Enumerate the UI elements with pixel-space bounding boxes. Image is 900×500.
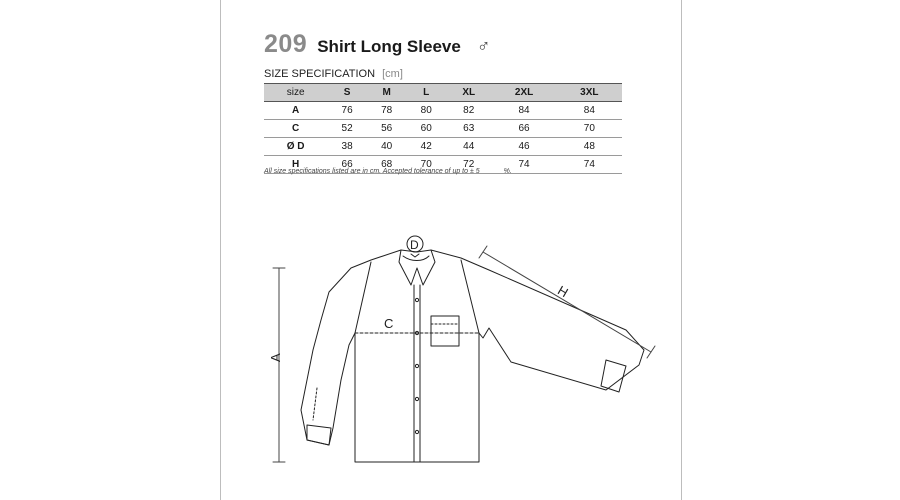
shirt-body-outline: [301, 250, 644, 462]
row-label: A: [264, 102, 327, 120]
table-cell: 74: [491, 156, 556, 174]
spec-unit: [cm]: [382, 68, 403, 80]
table-cell: 40: [367, 138, 407, 156]
right-cuff: [601, 360, 626, 392]
button: [415, 430, 418, 433]
size-column-header: S: [327, 84, 367, 102]
left-cuff: [307, 425, 331, 445]
size-column-header: XL: [446, 84, 491, 102]
dimension-d-label: D: [410, 238, 419, 252]
table-cell: 80: [406, 102, 446, 120]
chest-pocket: [431, 316, 459, 346]
dimension-c-label: C: [384, 316, 394, 331]
row-label: H: [264, 156, 327, 174]
table-cell: 38: [327, 138, 367, 156]
dimension-h-line: [483, 252, 651, 352]
product-code: 209: [264, 30, 308, 58]
spec-heading-text: SIZE SPECIFICATION: [264, 68, 376, 80]
shoulder-seam-left: [355, 262, 371, 333]
tolerance-note-suffix: %.: [503, 168, 512, 175]
male-icon: ♂: [476, 36, 491, 56]
dimension-d-arrows: [411, 254, 419, 257]
shirt-diagram: [221, 0, 681, 500]
size-column-header: 2XL: [491, 84, 556, 102]
table-cell: 63: [446, 120, 491, 138]
dimension-h-start-tick: [479, 246, 487, 258]
dimension-h-label: H: [555, 282, 571, 301]
table-cell: 72: [446, 156, 491, 174]
table-cell: 60: [406, 120, 446, 138]
table-cell: 78: [367, 102, 407, 120]
table-cell: 84: [557, 102, 622, 120]
row-label: Ø D: [264, 138, 327, 156]
table-cell: 74: [557, 156, 622, 174]
size-corner-header: size: [264, 84, 327, 102]
size-chart-card: [220, 0, 682, 500]
table-cell: 84: [491, 102, 556, 120]
table-cell: 52: [327, 120, 367, 138]
button: [415, 364, 418, 367]
button: [415, 298, 418, 301]
shoulder-seam-right: [461, 260, 479, 333]
dimension-a-label: A: [268, 353, 283, 362]
dimension-h-end-tick: [647, 346, 655, 358]
table-cell: 70: [406, 156, 446, 174]
product-name: Shirt Long Sleeve: [317, 37, 461, 56]
table-cell: 56: [367, 120, 407, 138]
button: [415, 397, 418, 400]
table-cell: 44: [446, 138, 491, 156]
size-column-header: M: [367, 84, 407, 102]
table-cell: 66: [327, 156, 367, 174]
size-column-header: 3XL: [557, 84, 622, 102]
table-cell: 46: [491, 138, 556, 156]
table-cell: 82: [446, 102, 491, 120]
table-cell: 76: [327, 102, 367, 120]
tolerance-note-text: All size specifications listed are in cm. Accepted tolerance of up to ± 5: [264, 168, 480, 175]
table-cell: 70: [557, 120, 622, 138]
table-cell: 48: [557, 138, 622, 156]
row-label: C: [264, 120, 327, 138]
table-cell: 68: [367, 156, 407, 174]
size-column-header: L: [406, 84, 446, 102]
sleeve-placket: [313, 388, 317, 420]
table-cell: 66: [491, 120, 556, 138]
table-cell: 42: [406, 138, 446, 156]
